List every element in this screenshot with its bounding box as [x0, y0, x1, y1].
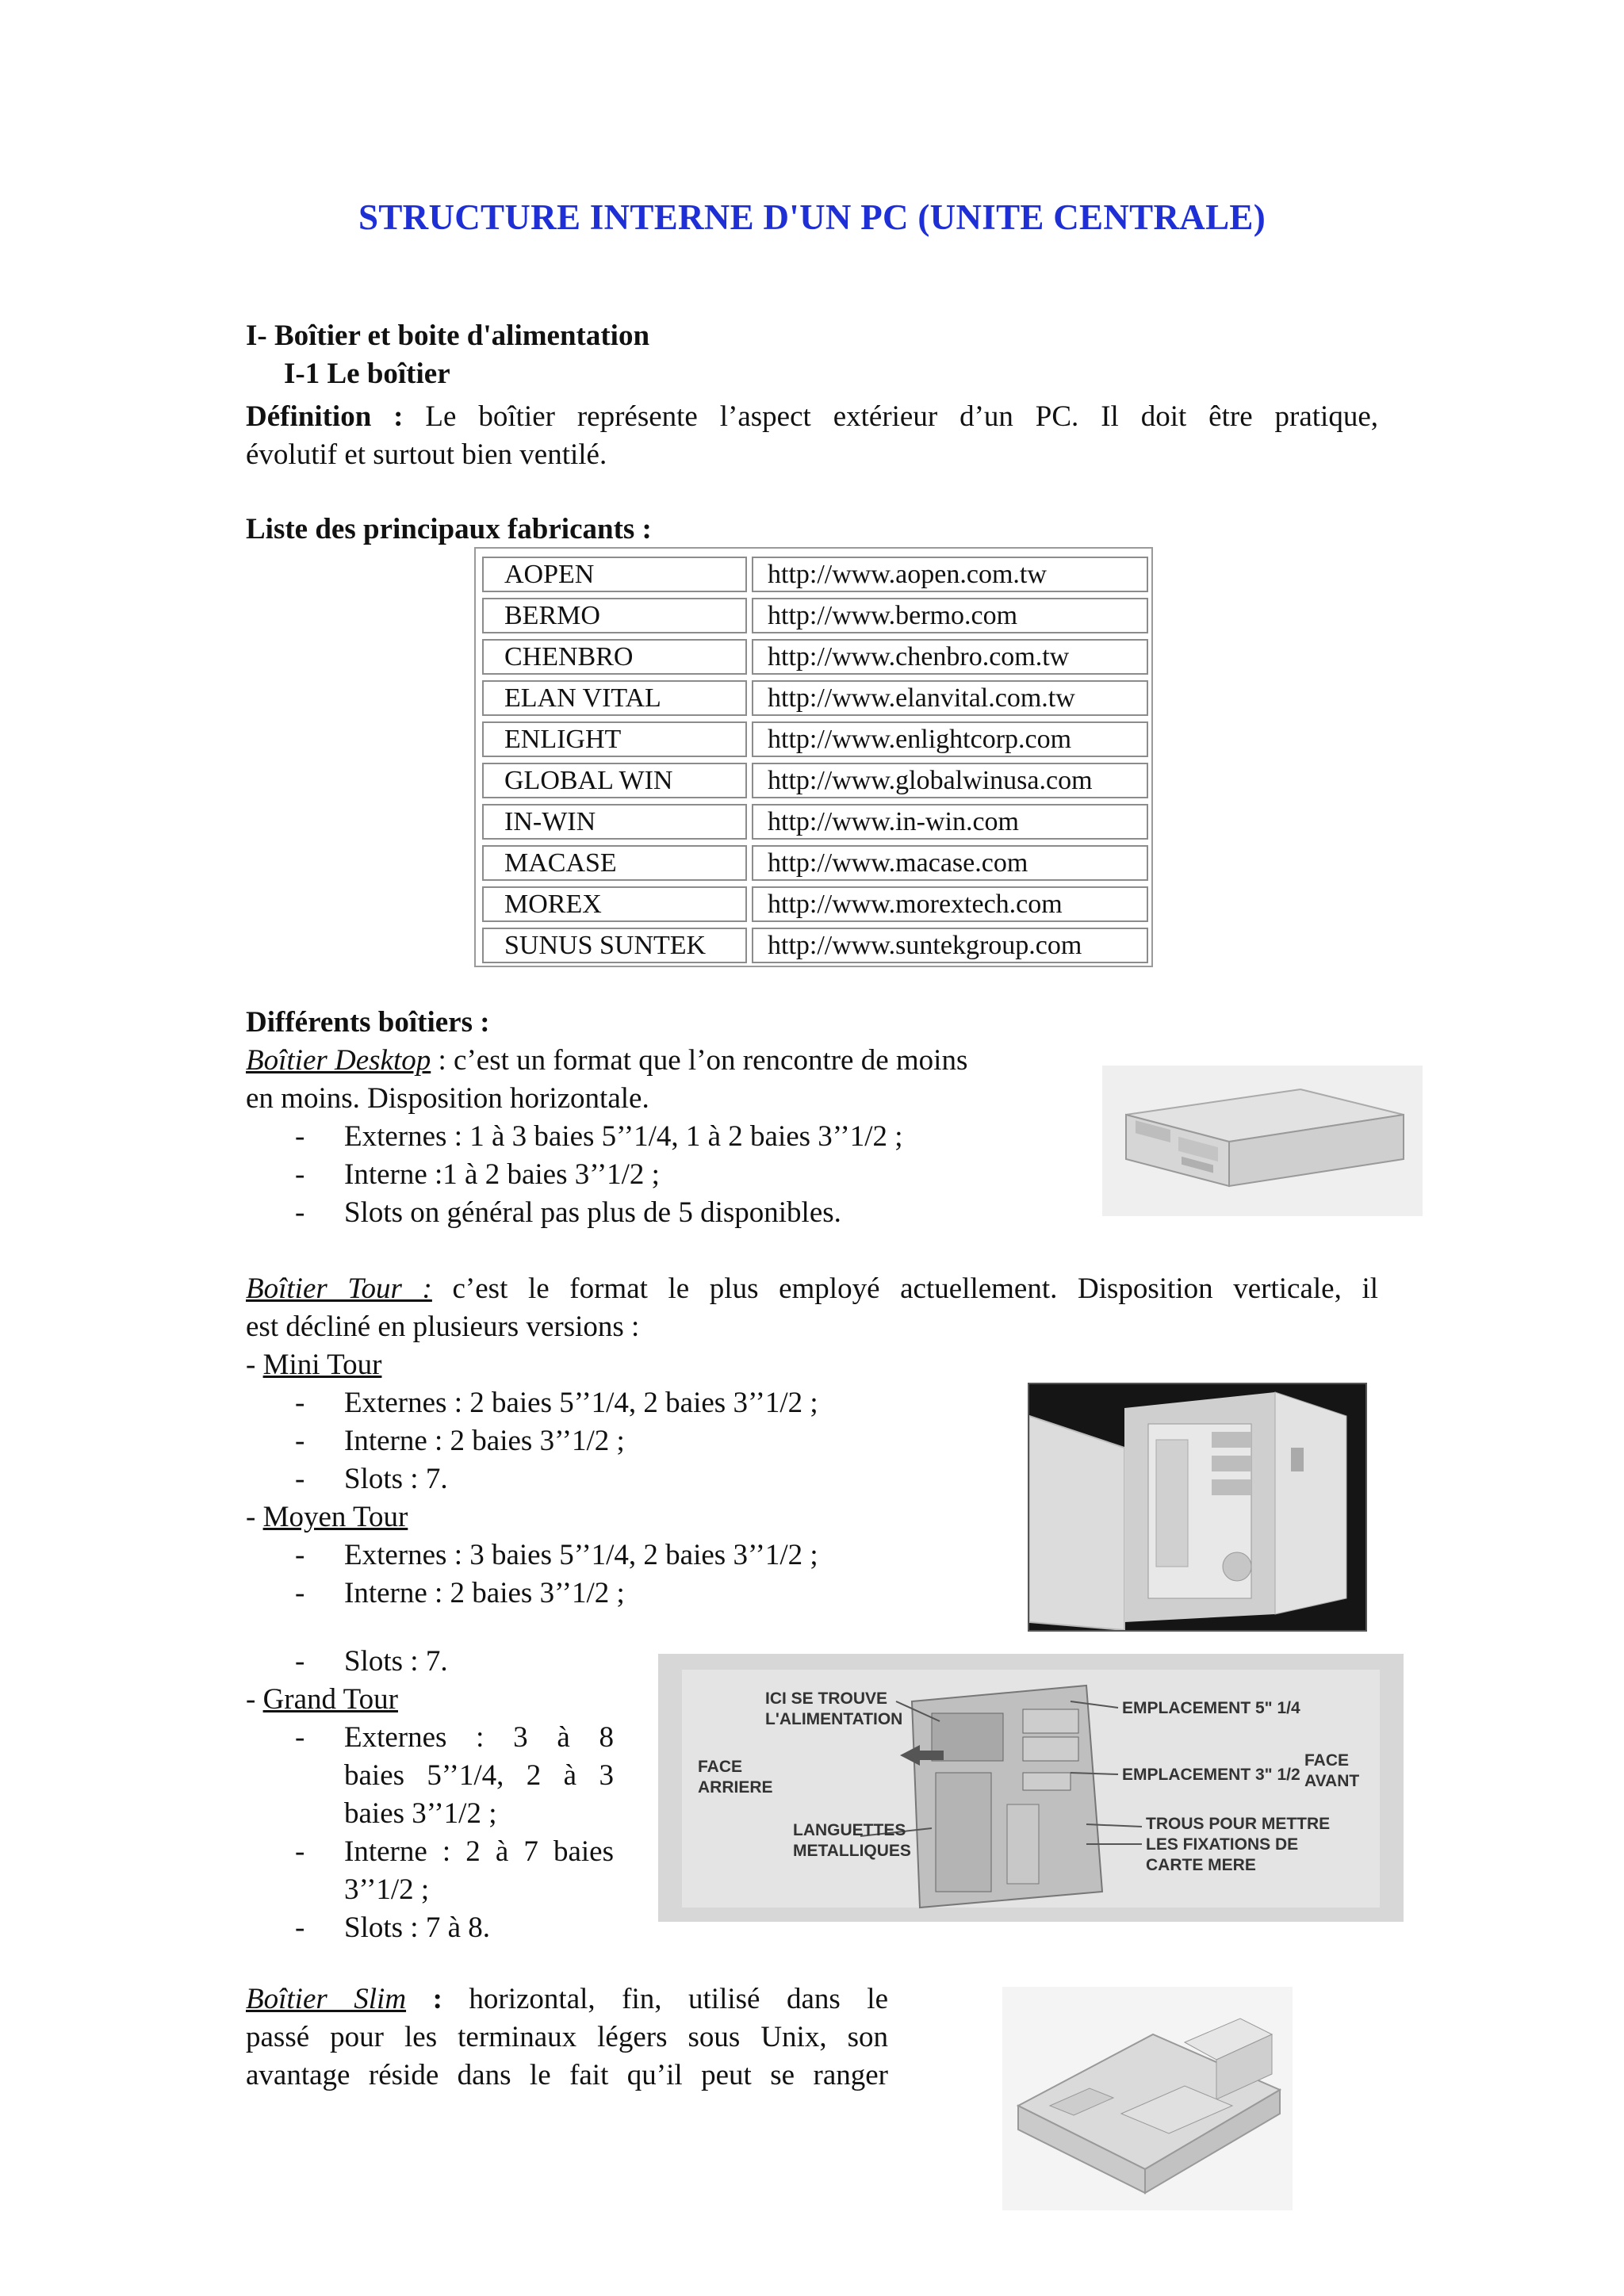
tour-line-2: est décliné en plusieurs versions : [246, 1311, 640, 1343]
label-emplacement-5: EMPLACEMENT 5" 1/4 [1122, 1699, 1300, 1717]
definition-line-2: évolutif et surtout bien ventilé. [246, 438, 607, 471]
moyen-tour-prefix: - [246, 1501, 263, 1533]
desktop-line-2: en moins. Disposition horizontale. [246, 1082, 649, 1115]
manufacturer-url: http://www.chenbro.com.tw [752, 639, 1148, 675]
bullet-dash: - [295, 1196, 305, 1229]
label-alimentation: ICI SE TROUVE L'ALIMENTATION [765, 1689, 903, 1728]
grand-tour-item-1-line: baies 5’’1/4, 2 à 3 [344, 1759, 614, 1792]
moyen-tour-heading [246, 1498, 408, 1536]
desktop-case-image [1102, 1066, 1423, 1216]
moyen-tour-item: Externes : 3 baies 5’’1/4, 2 baies 3’’1/2 ; [344, 1539, 818, 1571]
manufacturer-url: http://www.in-win.com [752, 804, 1148, 840]
bullet-dash: - [295, 1645, 305, 1678]
mini-tour-prefix: - [246, 1349, 263, 1381]
bullet-dash: - [295, 1120, 305, 1153]
table-row [482, 721, 1148, 757]
table-row [482, 680, 1148, 716]
table-row [482, 557, 1148, 592]
subsection-heading: I-1 Le boîtier [284, 358, 450, 390]
label-emplacement-3: EMPLACEMENT 3" 1/2 [1122, 1766, 1300, 1784]
manufacturer-url: http://www.suntekgroup.com [752, 928, 1148, 963]
slim-line-2: passé pour les terminaux légers sous Unix, son [246, 2021, 888, 2053]
manufacturer-name: CHENBRO [482, 639, 747, 675]
manufacturer-name: ELAN VITAL [482, 680, 747, 716]
grand-tour-item-2-line: 3’’1/2 ; [344, 1873, 430, 1906]
grand-tour-heading [246, 1681, 398, 1718]
manufacturer-name: AOPEN [482, 557, 747, 592]
table-row [482, 598, 1148, 633]
desktop-item: Slots on général pas plus de 5 disponibles. [344, 1196, 841, 1229]
moyen-tour-name: Moyen Tour [262, 1501, 408, 1533]
manufacturer-url: http://www.globalwinusa.com [752, 763, 1148, 798]
tour-line-1 [246, 1270, 1378, 1307]
definition-label: Définition : [246, 400, 404, 433]
bullet-dash: - [295, 1158, 305, 1191]
tower-diagram [658, 1654, 1404, 1922]
bullet-dash: - [295, 1539, 305, 1571]
slim-case-image [1002, 1987, 1293, 2210]
mini-tour-item: Interne : 2 baies 3’’1/2 ; [344, 1425, 625, 1457]
label-face-avant: FACE AVANT [1304, 1751, 1360, 1790]
tour-text: c’est le format le plus employé actuellement. Disposition verticale, il [431, 1272, 1378, 1305]
boitiers-heading: Différents boîtiers : [246, 1006, 490, 1039]
label-languettes: LANGUETTES METALLIQUES [793, 1821, 911, 1860]
desktop-name: Boîtier Desktop [246, 1044, 431, 1077]
desktop-item: Interne :1 à 2 baies 3’’1/2 ; [344, 1158, 660, 1191]
table-row [482, 639, 1148, 675]
desktop-line-1 [246, 1042, 967, 1079]
mini-tour-case-image [1028, 1383, 1367, 1632]
manufacturer-url: http://www.bermo.com [752, 598, 1148, 633]
grand-tour-name: Grand Tour [262, 1683, 398, 1716]
bullet-dash: - [295, 1463, 305, 1495]
slim-text: horizontal, fin, utilisé dans le [442, 1983, 888, 2015]
desktop-text: : c’est un format que l’on rencontre de moins [431, 1044, 968, 1077]
table-row [482, 928, 1148, 963]
bullet-dash: - [295, 1835, 305, 1868]
mini-tour-item: Externes : 2 baies 5’’1/4, 2 baies 3’’1/2 ; [344, 1387, 818, 1419]
manufacturer-name: MOREX [482, 886, 747, 922]
moyen-tour-item: Interne : 2 baies 3’’1/2 ; [344, 1577, 625, 1609]
page-title: STRUCTURE INTERNE D'UN PC (UNITE CENTRALE) [358, 197, 1266, 237]
grand-tour-item: Slots : 7 à 8. [344, 1911, 490, 1944]
label-trous: TROUS POUR METTRE LES FIXATIONS DE CARTE MERE [1146, 1815, 1331, 1874]
manufacturer-name: MACASE [482, 845, 747, 881]
mini-tour-item: Slots : 7. [344, 1463, 448, 1495]
manufacturers-table [474, 547, 1153, 967]
tour-name: Boîtier Tour : [246, 1272, 432, 1305]
manufacturers-heading: Liste des principaux fabricants : [246, 513, 652, 545]
slim-name: Boîtier Slim [246, 1983, 407, 2015]
label-face-arriere: FACE ARRIERE [698, 1758, 773, 1797]
slim-line-1 [246, 1980, 888, 2018]
bullet-dash: - [295, 1911, 305, 1944]
manufacturer-name: BERMO [482, 598, 747, 633]
bullet-dash: - [295, 1721, 305, 1754]
definition-line-1 [246, 398, 1378, 435]
manufacturer-name: IN-WIN [482, 804, 747, 840]
section-heading: I- Boîtier et boite d'alimentation [246, 320, 650, 352]
slim-colon: : [406, 1983, 442, 2015]
manufacturer-url: http://www.macase.com [752, 845, 1148, 881]
desktop-item: Externes : 1 à 3 baies 5’’1/4, 1 à 2 baies 3’’1/2 ; [344, 1120, 903, 1153]
grand-tour-prefix: - [246, 1683, 263, 1716]
manufacturer-url: http://www.morextech.com [752, 886, 1148, 922]
bullet-dash: - [295, 1387, 305, 1419]
grand-tour-item-1-line: baies 3’’1/2 ; [344, 1797, 497, 1830]
manufacturer-url: http://www.aopen.com.tw [752, 557, 1148, 592]
table-row [482, 804, 1148, 840]
grand-tour-item-1-line: Externes : 3 à 8 [344, 1721, 614, 1754]
manufacturer-name: GLOBAL WIN [482, 763, 747, 798]
manufacturer-url: http://www.elanvital.com.tw [752, 680, 1148, 716]
manufacturer-name: ENLIGHT [482, 721, 747, 757]
table-row [482, 886, 1148, 922]
slim-line-3: avantage réside dans le fait qu’il peut se ranger [246, 2059, 888, 2091]
manufacturer-name: SUNUS SUNTEK [482, 928, 747, 963]
bullet-dash: - [295, 1577, 305, 1609]
definition-text: Le boîtier représente l’aspect extérieur d’un PC. Il doit être pratique, [425, 400, 1379, 433]
table-row [482, 845, 1148, 881]
grand-tour-item-2-line: Interne : 2 à 7 baies [344, 1835, 614, 1868]
manufacturer-url: http://www.enlightcorp.com [752, 721, 1148, 757]
mini-tour-heading [246, 1346, 381, 1383]
table-row [482, 763, 1148, 798]
bullet-dash: - [295, 1425, 305, 1457]
moyen-tour-item: Slots : 7. [344, 1645, 448, 1678]
mini-tour-name: Mini Tour [262, 1349, 382, 1381]
